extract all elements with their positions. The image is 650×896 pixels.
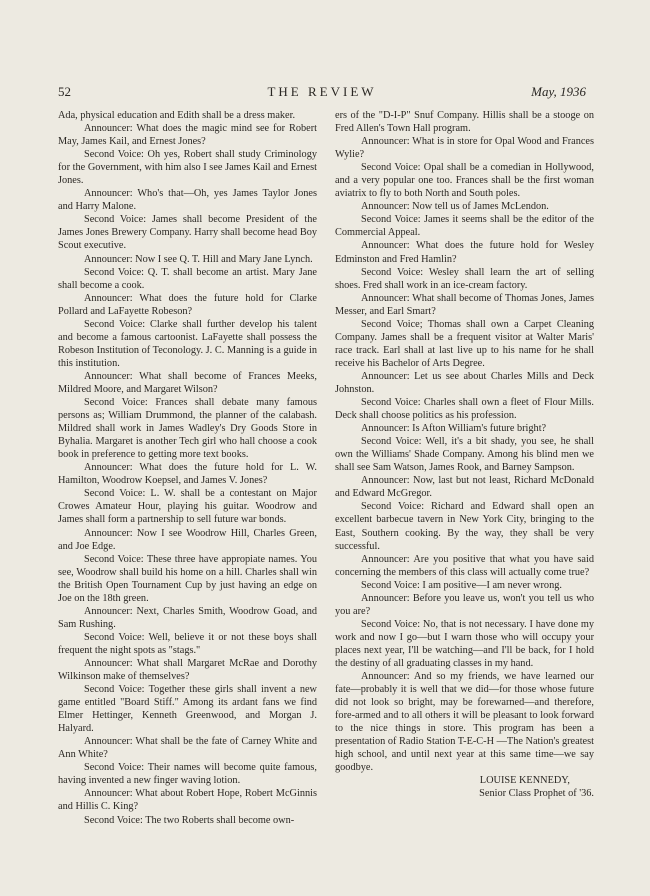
paragraph: Ada, physical education and Edith shall be a dress maker.: [58, 110, 296, 121]
paragraph: Second Voice: Opal shall be a comedian in Hollywood, and a very popular one too. Frances shall be the first woman aviatrix to fly to both North and South poles.: [335, 162, 594, 200]
paragraph: Second Voice: Clarke shall further develop his talent and become a famous cartoonist. LaFayette shall possess the Robeson Institution of Teconology. J. C. Manning is a guide in this institution.: [58, 318, 317, 369]
page-number: 52: [58, 84, 71, 99]
paragraph: Second Voice: No, that is not necessary. I have done my work and now I go—but I warn those who will occupy your places next year, I'll be watching—and I'll be back, for I hold the destiny of all graduating classes in my hand.: [335, 618, 594, 669]
signature-block: [335, 774, 594, 800]
paragraph: Announcer: Are you positive that what you have said concerning the members of this class will actually come true?: [335, 553, 594, 578]
paragraph: Announcer: And so my friends, we have learned our fate—probably it is well that we did—for those whose future did not look so bright, may be forewarned—and therefore, fore-armed and to all others it will be pleasant to look forward to the nice things in store. This program has been a presentation of Radio Station T-E-C-H —The Nation's greatest high school, and until next year at this same time—we say goodbye.: [335, 671, 594, 774]
paragraph: Announcer: Now I see Woodrow Hill, Charles Green, and Joe Edge.: [58, 527, 317, 552]
paragraph: Announcer: Now tell us of James McLendon.: [361, 201, 549, 213]
issue-date: May, 1936: [531, 84, 586, 99]
paragraph: Second Voice: Oh yes, Robert shall study Criminology for the Government, with him also I see James Kail and Ernest Jones.: [58, 149, 317, 187]
paragraph: Announcer: What does the magic mind see for Robert May, James Kail, and Ernest Jones?: [58, 123, 317, 148]
publication-title: THE REVIEW: [267, 84, 377, 99]
paragraph: Second Voice; Thomas shall own a Carpet Cleaning Company. James shall be a frequent visitor at Walter Maris' race track. Earl shall at last live up to his name for he shall receive his Bachelor of Arts Degree.: [335, 318, 594, 369]
paragraph: Second Voice: I am positive—I am never wrong.: [361, 579, 562, 591]
paragraph: Announcer: Now, last but not least, Richard McDonald and Edward McGregor.: [335, 475, 594, 500]
paragraph: Second Voice: Well, it's a bit shady, you see, he shall own the Williams' Shade Company. Among his blind men we shall see Sam Watson, James Rook, and Barney Sampson.: [335, 436, 594, 474]
paragraph: Announcer: What about Robert Hope, Robert McGinnis and Hillis C. King?: [58, 788, 317, 813]
paragraph: Second Voice: Wesley shall learn the art of selling shoes. Fred shall work in an ice-cream factory.: [335, 266, 594, 291]
paragraph: Second Voice: Charles shall own a fleet of Flour Mills. Deck shall choose politics as his profession.: [335, 397, 594, 422]
paragraph: Second Voice: These three have appropiate names. You see, Woodrow shall build his home on a hill. Charles shall win the British Open Tournament Cup by just having an edge on Joe on the 18th green.: [58, 553, 317, 604]
paragraph: Second Voice: James shall become President of the James Jones Brewery Company. Harry shall become head Boy Scout executive.: [58, 214, 317, 252]
paragraph: Announcer: What shall become of Frances Meeks, Mildred Moore, and Margaret Wilson?: [58, 370, 317, 395]
paragraph: Announcer: Next, Charles Smith, Woodrow Goad, and Sam Rushing.: [58, 605, 317, 630]
paragraph: Announcer: What shall become of Thomas Jones, James Messer, and Earl Smart?: [335, 292, 594, 317]
page-header: [58, 84, 586, 102]
paragraph: Announcer: What does the future hold for L. W. Hamilton, Woodrow Koepsel, and James V. Jones?: [58, 462, 317, 487]
paragraph: Second Voice: Well, believe it or not these boys shall frequent the night spots as "stags.": [58, 631, 317, 656]
paragraph: Second Voice: Together these girls shall invent a new game entitled "Board Stiff." Among its ardant fans we find Elmer Hettinger, Kenneth Greenwood, and Morgan J. Halyard.: [58, 684, 317, 735]
author-title: Senior Class Prophet of '36.: [479, 788, 594, 800]
paragraph: Announcer: What does the future hold for Clarke Pollard and LaFayette Robeson?: [58, 292, 317, 317]
right-column: [335, 109, 594, 800]
paragraph: Second Voice: Frances shall debate many famous persons as; William Drummond, the planner of the calabash. Mildred shall work in James Wadley's Dry Goods Store in Byhalia. Margaret is another Tech girl who hall choose a cook book in preference to getting more text books.: [58, 397, 317, 461]
paragraph: Second Voice: James it seems shall be the editor of the Commercial Appeal.: [335, 214, 594, 239]
left-column: [58, 109, 317, 827]
right-column-body: [335, 109, 594, 774]
paragraph: ers of the "D-I-P" Snuf Company. Hillis shall be a stooge on Fred Allen's Town Hall program.: [335, 110, 594, 135]
paragraph: Second Voice: Their names will become quite famous, having invented a new finger waving lotion.: [58, 762, 317, 787]
paragraph: Announcer: Before you leave us, won't you tell us who you are?: [335, 592, 594, 617]
paragraph: Announcer: Let us see about Charles Mills and Deck Johnston.: [335, 370, 594, 395]
paragraph: Announcer: Now I see Q. T. Hill and Mary Jane Lynch.: [84, 253, 313, 265]
paragraph: Announcer: Who's that—Oh, yes James Taylor Jones and Harry Malone.: [58, 188, 317, 213]
paragraph: Announcer: What is in store for Opal Wood and Frances Wylie?: [335, 136, 594, 161]
paragraph: Announcer: What shall be the fate of Carney White and Ann White?: [58, 736, 317, 761]
paragraph: Announcer: What shall Margaret McRae and Dorothy Wilkinson make of themselves?: [58, 657, 317, 683]
paragraph: Announcer: What does the future hold for Wesley Edminston and Fred Hamlin?: [335, 240, 594, 265]
paragraph: Announcer: Is Afton William's future bright?: [361, 423, 547, 435]
paragraph: Second Voice: L. W. shall be a contestant on Major Crowes Amateur Hour, playing his guitar. Woodrow and James shall form a partnership to sell future war bonds.: [58, 488, 317, 526]
author-name: LOUISE KENNEDY,: [479, 775, 570, 787]
paragraph: Second Voice: Q. T. shall become an artist. Mary Jane shall become a cook.: [58, 266, 317, 291]
paragraph: Second Voice: Richard and Edward shall open an excellent barbecue tavern in New York City, bringing to the East, Southern cooking. By the way, they shall be very successful.: [335, 501, 594, 552]
paragraph: Second Voice: The two Roberts shall become own-: [84, 814, 295, 826]
